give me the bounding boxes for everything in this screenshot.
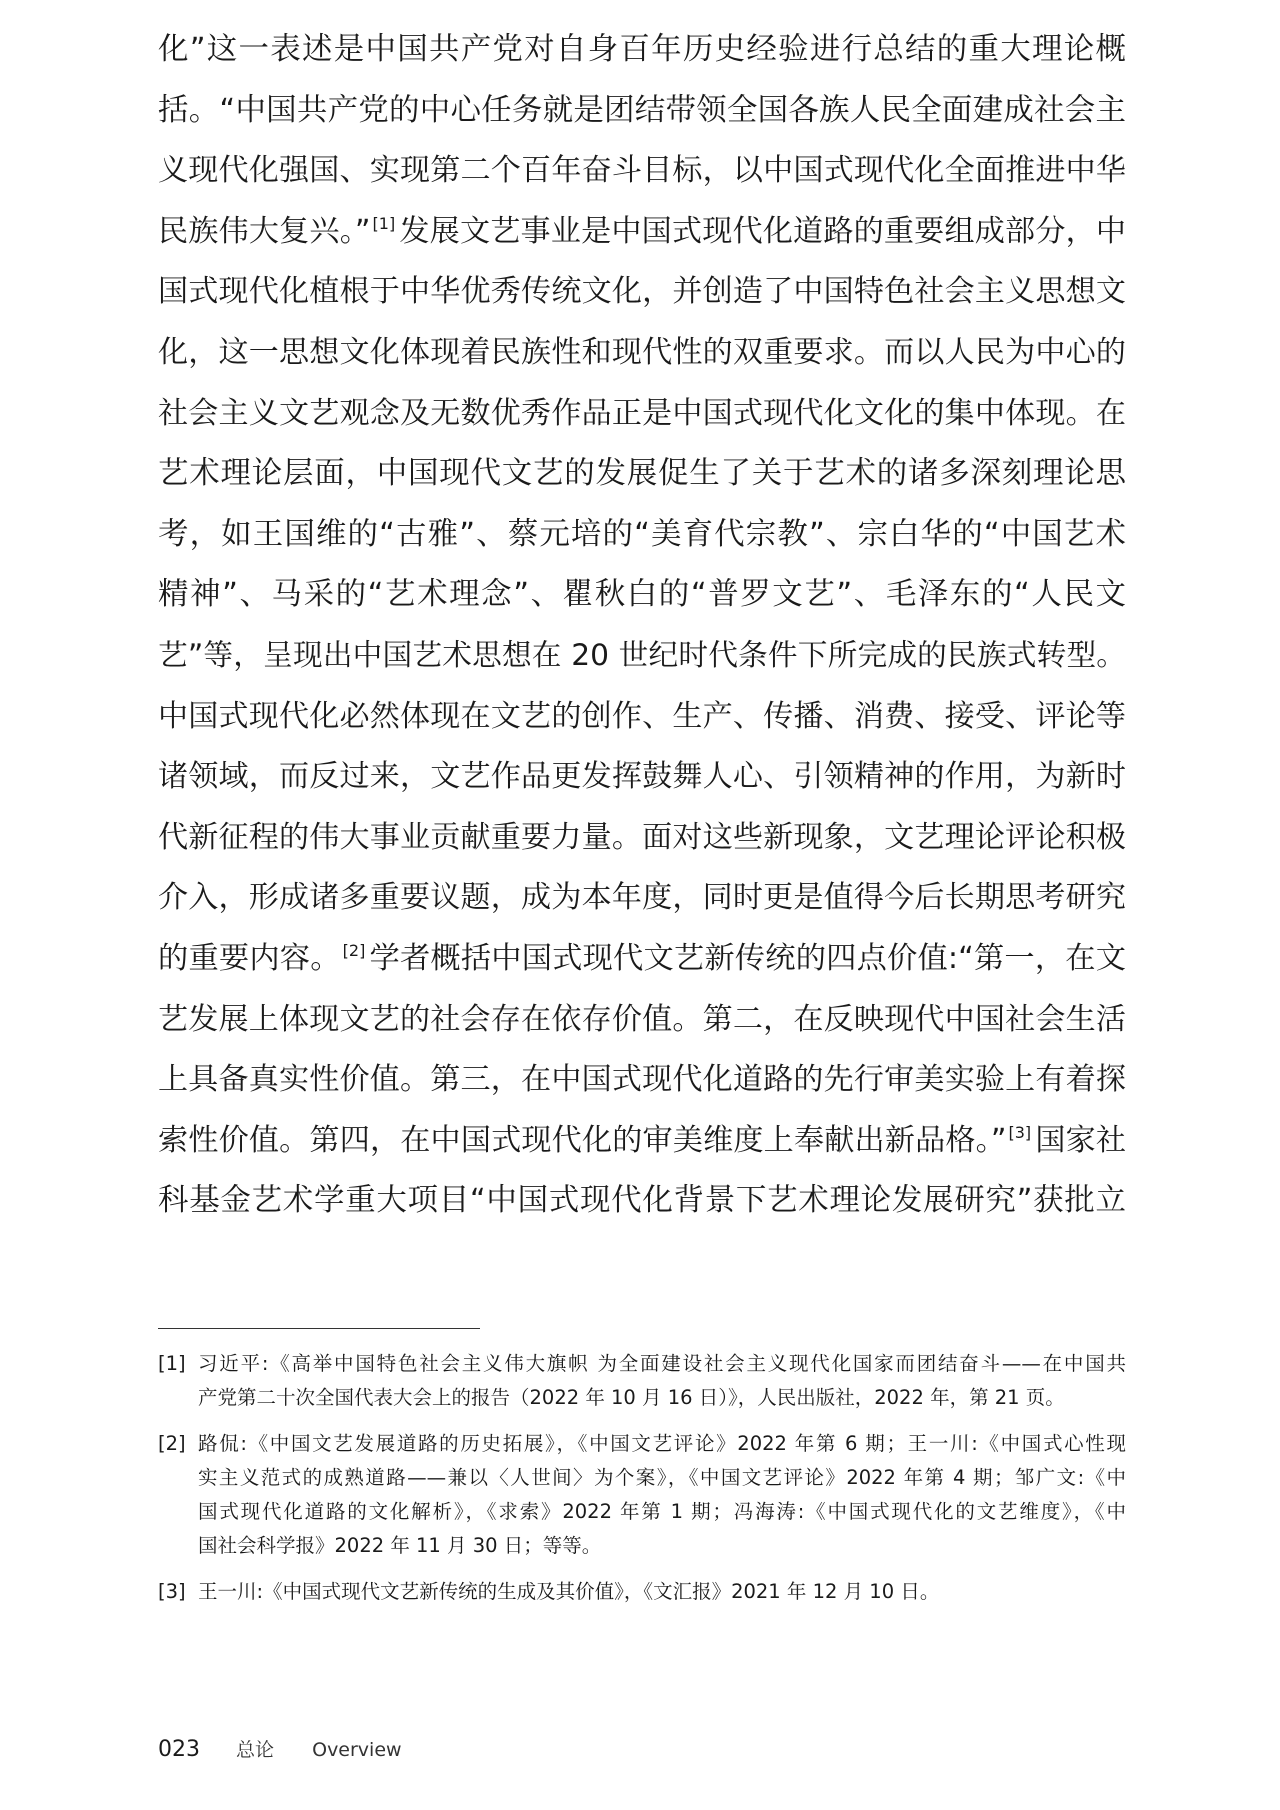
body-segment: 国家社 bbox=[1035, 1122, 1126, 1158]
body-line: 艺”等，呈现出中国艺术思想在 20 世纪时代条件下所完成的民族式转型。 bbox=[158, 637, 1126, 673]
body-line: 考，如王国维的“古雅”、蔡元培的“美育代宗教”、宗白华的“中国艺术 bbox=[158, 516, 1126, 552]
body-segment: 学者概括中国式现代文艺新传统的四点价值:“第一，在文 bbox=[369, 940, 1126, 976]
footnote-line: 习近平:《高举中国特色社会主义伟大旗帜 为全面建设社会主义现代化国家而团结奋斗——在中国共 bbox=[198, 1352, 1126, 1375]
footnote-3 bbox=[158, 1575, 1126, 1609]
section-title-cn: 总论 bbox=[236, 1739, 275, 1761]
body-line: 代新征程的伟大事业贡献重要力量。面对这些新现象，文艺理论评论积极 bbox=[158, 819, 1126, 855]
body-segment: 索性价值。第四，在中国式现代化的审美维度上奉献出新品格。” bbox=[158, 1122, 1007, 1158]
section-title-en: Overview bbox=[312, 1739, 402, 1761]
footnote-number: [2] bbox=[158, 1432, 186, 1455]
body-line bbox=[158, 1111, 1126, 1172]
footnote-line: 实主义范式的成熟道路——兼以〈人世间〉为个案》，《中国文艺评论》2022 年第 4 期；邹广文:《中 bbox=[198, 1466, 1126, 1489]
footnote-number: [3] bbox=[158, 1580, 186, 1603]
body-line: 精神”、马采的“艺术理念”、瞿秋白的“普罗文艺”、毛泽东的“人民文 bbox=[158, 577, 1126, 613]
body-line bbox=[158, 202, 1126, 263]
body-line: 括。“中国共产党的中心任务就是团结带领全国各族人民全面建成社会主 bbox=[158, 92, 1126, 128]
footnote-line: 路侃:《中国文艺发展道路的历史拓展》，《中国文艺评论》2022 年第 6 期；王一川:《中国式心性现 bbox=[198, 1432, 1126, 1455]
footnotes bbox=[158, 1347, 1126, 1621]
body-line: 上具备真实性价值。第三，在中国式现代化道路的先行审美实验上有着探 bbox=[158, 1062, 1126, 1098]
footnote-line: 王一川:《中国式现代文艺新传统的生成及其价值》，《文汇报》2021 年 12 月 10 日。 bbox=[198, 1580, 940, 1603]
footnote-2 bbox=[158, 1427, 1126, 1563]
footnote-line: 国社会科学报》2022 年 11 月 30 日；等等。 bbox=[198, 1534, 602, 1557]
footnote-1 bbox=[158, 1347, 1126, 1415]
body-line: 义现代化强国、实现第二个百年奋斗目标，以中国式现代化全面推进中华 bbox=[158, 153, 1126, 189]
body-line: 社会主义文艺观念及无数优秀作品正是中国式现代化文化的集中体现。在 bbox=[158, 395, 1126, 431]
footnote-divider bbox=[158, 1328, 480, 1329]
body-line: 化”这一表述是中国共产党对自身百年历史经验进行总结的重大理论概 bbox=[158, 32, 1126, 67]
body-line: 中国式现代化必然体现在文艺的创作、生产、传播、消费、接受、评论等 bbox=[158, 698, 1126, 734]
page-number: 023 bbox=[158, 1737, 200, 1762]
body-line: 国式现代化植根于中华优秀传统文化，并创造了中国特色社会主义思想文 bbox=[158, 274, 1126, 310]
body-line: 化，这一思想文化体现着民族性和现代性的双重要求。而以人民为中心的 bbox=[158, 334, 1126, 370]
page-footer bbox=[158, 1735, 402, 1765]
body-line: 科基金艺术学重大项目“中国式现代化背景下艺术理论发展研究”获批立 bbox=[158, 1183, 1126, 1219]
footnote-ref[interactable]: [2] bbox=[342, 940, 366, 960]
body-line: 介入，形成诸多重要议题，成为本年度，同时更是值得今后长期思考研究 bbox=[158, 880, 1126, 916]
body-text bbox=[158, 20, 1126, 1232]
footnote-line: 产党第二十次全国代表大会上的报告（2022 年 10 月 16 日）》，人民出版社，2022 年，第 21 页。 bbox=[198, 1386, 1065, 1409]
footnote-ref[interactable]: [3] bbox=[1008, 1122, 1032, 1142]
body-line bbox=[158, 929, 1126, 990]
body-line: 艺术理论层面，中国现代文艺的发展促生了关于艺术的诸多深刻理论思 bbox=[158, 456, 1126, 492]
body-line: 艺发展上体现文艺的社会存在依存价值。第二，在反映现代中国社会生活 bbox=[158, 1001, 1126, 1037]
footnote-number: [1] bbox=[158, 1352, 186, 1375]
footnote-line: 国式现代化道路的文化解析》，《求索》2022 年第 1 期；冯海涛:《中国式现代化的文艺维度》，《中 bbox=[198, 1500, 1126, 1523]
body-segment: 发展文艺事业是中国式现代化道路的重要组成部分，中 bbox=[399, 213, 1126, 249]
body-segment: 民族伟大复兴。” bbox=[158, 213, 371, 249]
body-segment: 的重要内容。 bbox=[158, 940, 341, 976]
body-line: 诸领域，而反过来，文艺作品更发挥鼓舞人心、引领精神的作用，为新时 bbox=[158, 759, 1126, 795]
footnote-ref[interactable]: [1] bbox=[372, 213, 396, 233]
